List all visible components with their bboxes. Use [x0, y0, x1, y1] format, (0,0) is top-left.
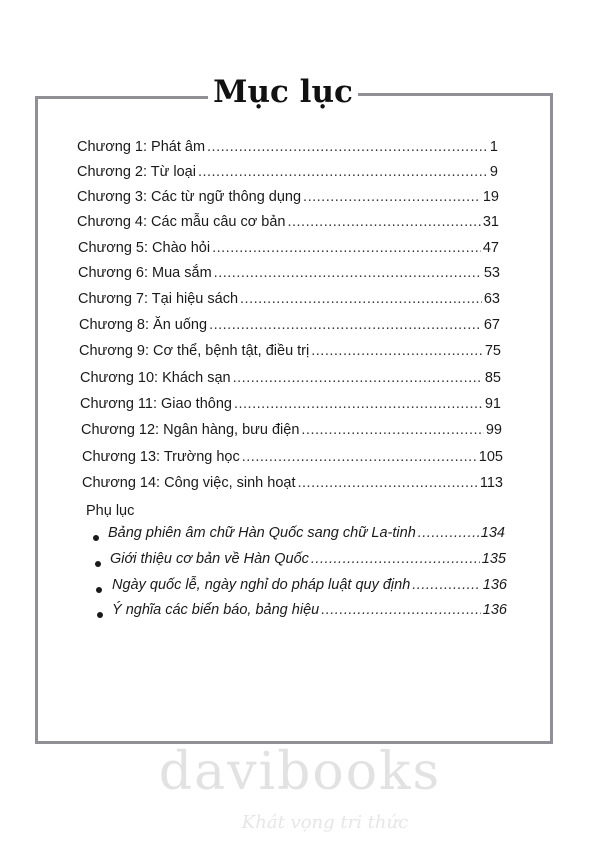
toc-row-label: Bảng phiên âm chữ Hàn Quốc sang chữ La-tinh	[108, 525, 416, 541]
leader-dots	[311, 343, 483, 359]
toc-row-page: 63	[483, 291, 500, 307]
toc-row-chapter-4[interactable]	[77, 214, 499, 230]
toc-row-page: 19	[482, 189, 499, 205]
toc-row-label: Chương 11: Giao thông	[80, 396, 232, 412]
toc-row-label: Giới thiệu cơ bản về Hàn Quốc	[110, 551, 309, 567]
toc-row-label: Chương 7: Tại hiệu sách	[78, 291, 239, 307]
toc-row-page: 47	[482, 240, 499, 256]
toc-row-chapter-2[interactable]	[77, 164, 498, 180]
bullet-icon	[97, 612, 103, 618]
toc-row-chapter-7[interactable]	[78, 291, 500, 307]
leader-dots	[287, 214, 480, 230]
toc-row-label: Chương 9: Cơ thể, bệnh tật, điều trị	[79, 343, 310, 359]
toc-row-label: Chương 14: Công việc, sinh hoạt	[82, 475, 296, 491]
leader-dots	[242, 449, 477, 465]
toc-row-label: Chương 4: Các mẫu câu cơ bản	[77, 214, 286, 230]
toc-row-page: 99	[485, 422, 502, 438]
toc-row-page: 53	[483, 265, 500, 281]
bullet-icon	[96, 587, 102, 593]
toc-row-chapter-6[interactable]	[78, 265, 500, 281]
toc-row-page: 134	[480, 525, 505, 541]
toc-row-chapter-5[interactable]	[78, 240, 499, 256]
leader-dots	[412, 577, 481, 593]
toc-row-label: Chương 5: Chào hỏi	[78, 240, 211, 256]
leader-dots	[214, 265, 482, 281]
leader-dots	[234, 396, 483, 412]
toc-row-label: Chương 12: Ngân hàng, bưu điện	[81, 422, 300, 438]
toc-row-chapter-12[interactable]	[81, 422, 502, 438]
toc-row-page: 85	[484, 370, 501, 386]
leader-dots	[209, 317, 482, 333]
toc-row-label: Chương 2: Từ loại	[77, 164, 196, 180]
toc-row-page: 135	[481, 551, 506, 567]
page-title: Mục lục	[213, 74, 353, 110]
leader-dots	[321, 602, 481, 618]
toc-row-page: 113	[479, 475, 503, 491]
watermark-slogan: Khát vọng tri thức	[241, 812, 409, 833]
toc-row-appendix-2[interactable]	[110, 551, 506, 567]
toc-row-label: Chương 8: Ăn uống	[79, 317, 208, 333]
toc-row-page: 75	[484, 343, 501, 359]
toc-row-appendix-3[interactable]	[112, 577, 507, 593]
toc-row-page: 1	[489, 139, 498, 155]
leader-dots	[240, 291, 482, 307]
leader-dots	[297, 475, 477, 491]
leader-dots	[233, 370, 483, 386]
toc-row-label: Chương 3: Các từ ngữ thông dụng	[77, 189, 302, 205]
toc-row-page: 67	[483, 317, 500, 333]
toc-row-chapter-1[interactable]	[77, 139, 498, 155]
toc-row-label: Chương 1: Phát âm	[77, 139, 206, 155]
toc-row-page: 136	[482, 577, 507, 593]
toc-row-label: Ý nghĩa các biển báo, bảng hiệu	[112, 602, 320, 618]
toc-row-page: 136	[482, 602, 507, 618]
leader-dots	[207, 139, 488, 155]
toc-row-chapter-13[interactable]	[82, 449, 503, 465]
toc-row-chapter-9[interactable]	[79, 343, 501, 359]
toc-row-page: 9	[489, 164, 498, 180]
toc-row-label: Chương 10: Khách sạn	[80, 370, 231, 386]
toc-row-page: 91	[484, 396, 501, 412]
toc-row-appendix-1[interactable]	[108, 525, 505, 541]
watermark-brand: davibooks	[158, 742, 442, 802]
toc-row-page: 105	[478, 449, 503, 465]
bullet-icon	[95, 561, 101, 567]
leader-dots	[311, 551, 480, 567]
toc-row-chapter-8[interactable]	[79, 317, 500, 333]
leader-dots	[301, 422, 483, 438]
toc-row-label: Chương 6: Mua sắm	[78, 265, 212, 281]
toc-row-appendix-4[interactable]	[112, 602, 507, 618]
leader-dots	[198, 164, 488, 180]
toc-row-chapter-14[interactable]	[82, 475, 503, 491]
leader-dots	[303, 189, 481, 205]
toc-row-chapter-3[interactable]	[77, 189, 499, 205]
toc-row-label: Ngày quốc lễ, ngày nghỉ do pháp luật quy định	[112, 577, 411, 593]
toc-row-chapter-11[interactable]	[80, 396, 501, 412]
toc-row-chapter-10[interactable]	[80, 370, 501, 386]
leader-dots	[212, 240, 481, 256]
toc-row-page: 31	[482, 214, 499, 230]
bullet-icon	[93, 535, 99, 541]
appendix-heading: Phụ lục	[86, 503, 135, 519]
toc-row-label: Chương 13: Trường học	[82, 449, 240, 465]
leader-dots	[418, 525, 479, 541]
